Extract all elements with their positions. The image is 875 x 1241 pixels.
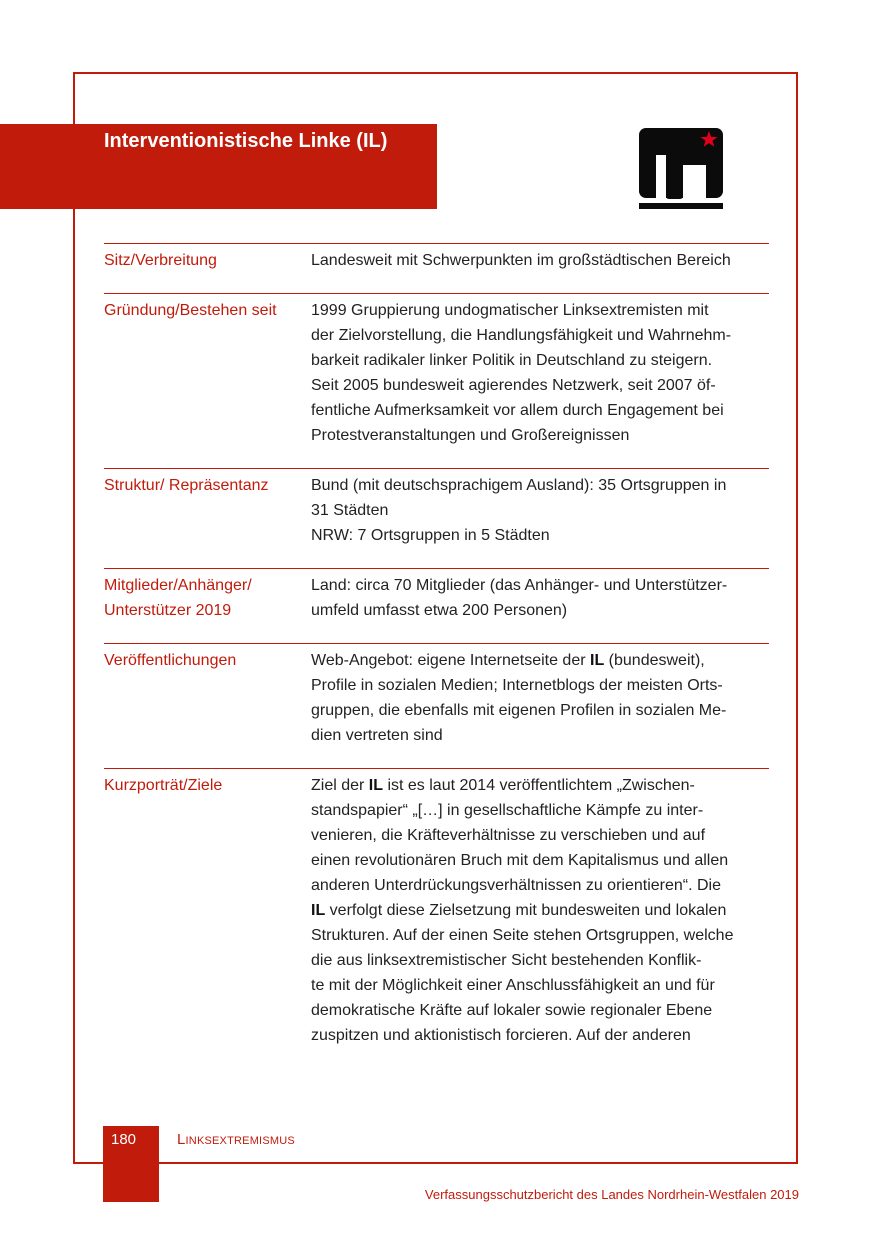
row-value [311, 298, 769, 448]
row-label [104, 773, 304, 798]
row-value-line: umfeld umfasst etwa 200 Personen) [311, 602, 568, 619]
table-row [104, 568, 769, 643]
row-value-line: anderen Unterdrückungsverhältnissen zu orientieren“. Die [311, 877, 721, 894]
row-value-line: 31 Städten [311, 502, 389, 519]
page-title: Interventionistische Linke (IL) [104, 130, 388, 152]
row-label-line: Struktur/ Repräsentanz [104, 477, 269, 494]
row-value-line: venieren, die Kräfteverhältnisse zu verschieben und auf [311, 827, 706, 844]
row-value-line: Profile in sozialen Medien; Internetblogs der meisten Orts- [311, 677, 723, 694]
row-value-line: standspapier“ „[…] in gesellschaftliche Kämpfe zu inter- [311, 802, 704, 819]
row-label [104, 298, 304, 323]
row-label-line: Mitglieder/Anhänger/ [104, 577, 252, 594]
table-row [104, 768, 769, 1068]
row-label-line: Kurzporträt/Ziele [104, 777, 223, 794]
row-value [311, 473, 769, 548]
row-value-line: Bund (mit deutschsprachigem Ausland): 35 Ortsgruppen in [311, 477, 727, 494]
row-value-line: te mit der Möglichkeit einer Anschlussfähigkeit an und für [311, 977, 715, 994]
row-value-line: einen revolutionären Bruch mit dem Kapitalismus und allen [311, 852, 729, 869]
table-row [104, 468, 769, 568]
logo-base [639, 203, 723, 209]
row-value-line: IL verfolgt diese Zielsetzung mit bundesweiten und lokalen [311, 902, 727, 919]
row-value-line: Land: circa 70 Mitglieder (das Anhänger- und Unterstützer- [311, 577, 728, 594]
section-title [177, 1131, 295, 1148]
logo-left-gap [656, 155, 666, 199]
section-title-rest: INKSEXTREMISMUS [185, 1135, 295, 1147]
logo-right-gap [683, 165, 706, 199]
bold-abbreviation: IL [311, 902, 326, 919]
profile-table [104, 243, 769, 1068]
row-label [104, 248, 304, 273]
row-label [104, 573, 304, 623]
row-label-line: Gründung/Bestehen seit [104, 302, 277, 319]
row-value-line: Protestveranstaltungen und Großereignissen [311, 427, 630, 444]
page-number: 180 [111, 1131, 137, 1148]
row-value-line: barkeit radikaler linker Politik in Deutschland zu steigern. [311, 352, 713, 369]
section-title-initial: L [177, 1131, 186, 1148]
row-label-line: Unterstützer 2019 [104, 602, 232, 619]
row-value-line: Web-Angebot: eigene Internetseite der IL (bundesweit), [311, 652, 705, 669]
row-value [311, 248, 769, 273]
il-logo-icon [638, 127, 724, 211]
row-value-line: die aus linksextremistischer Sicht bestehenden Konflik- [311, 952, 702, 969]
row-label-line: Sitz/Verbreitung [104, 252, 217, 269]
row-value-line: dien vertreten sind [311, 727, 443, 744]
row-value-line: Strukturen. Auf der einen Seite stehen Ortsgruppen, welche [311, 927, 734, 944]
publication-footer: Verfassungsschutzbericht des Landes Nordrhein-Westfalen 2019 [424, 1187, 799, 1202]
row-label-line: Veröffentlichungen [104, 652, 237, 669]
table-row [104, 243, 769, 293]
logo-left-stem [666, 160, 683, 199]
table-row [104, 643, 769, 768]
table-row [104, 293, 769, 468]
row-value [311, 648, 769, 748]
row-value-line: der Zielvorstellung, die Handlungsfähigkeit und Wahrnehm- [311, 327, 732, 344]
bold-abbreviation: IL [590, 652, 605, 669]
row-value-line: Landesweit mit Schwerpunkten im großstädtischen Bereich [311, 252, 731, 269]
row-label [104, 648, 304, 673]
row-value-line: gruppen, die ebenfalls mit eigenen Profilen in sozialen Me- [311, 702, 727, 719]
row-label [104, 473, 304, 498]
row-value-line: zuspitzen und aktionistisch forcieren. Auf der anderen [311, 1027, 691, 1044]
row-value-line: Seit 2005 bundesweit agierendes Netzwerk, seit 2007 öf- [311, 377, 716, 394]
row-value [311, 573, 769, 623]
bold-abbreviation: IL [368, 777, 384, 794]
row-value-line: NRW: 7 Ortsgruppen in 5 Städten [311, 527, 550, 544]
row-value [311, 773, 769, 1048]
row-value-line: fentliche Aufmerksamkeit vor allem durch Engagement bei [311, 402, 724, 419]
row-value-line: demokratische Kräfte auf lokaler sowie regionaler Ebene [311, 1002, 713, 1019]
row-value-line: Ziel der IL ist es laut 2014 veröffentlichtem „Zwischen- [311, 777, 695, 794]
row-value-line: 1999 Gruppierung undogmatischer Linksextremisten mit [311, 302, 709, 319]
